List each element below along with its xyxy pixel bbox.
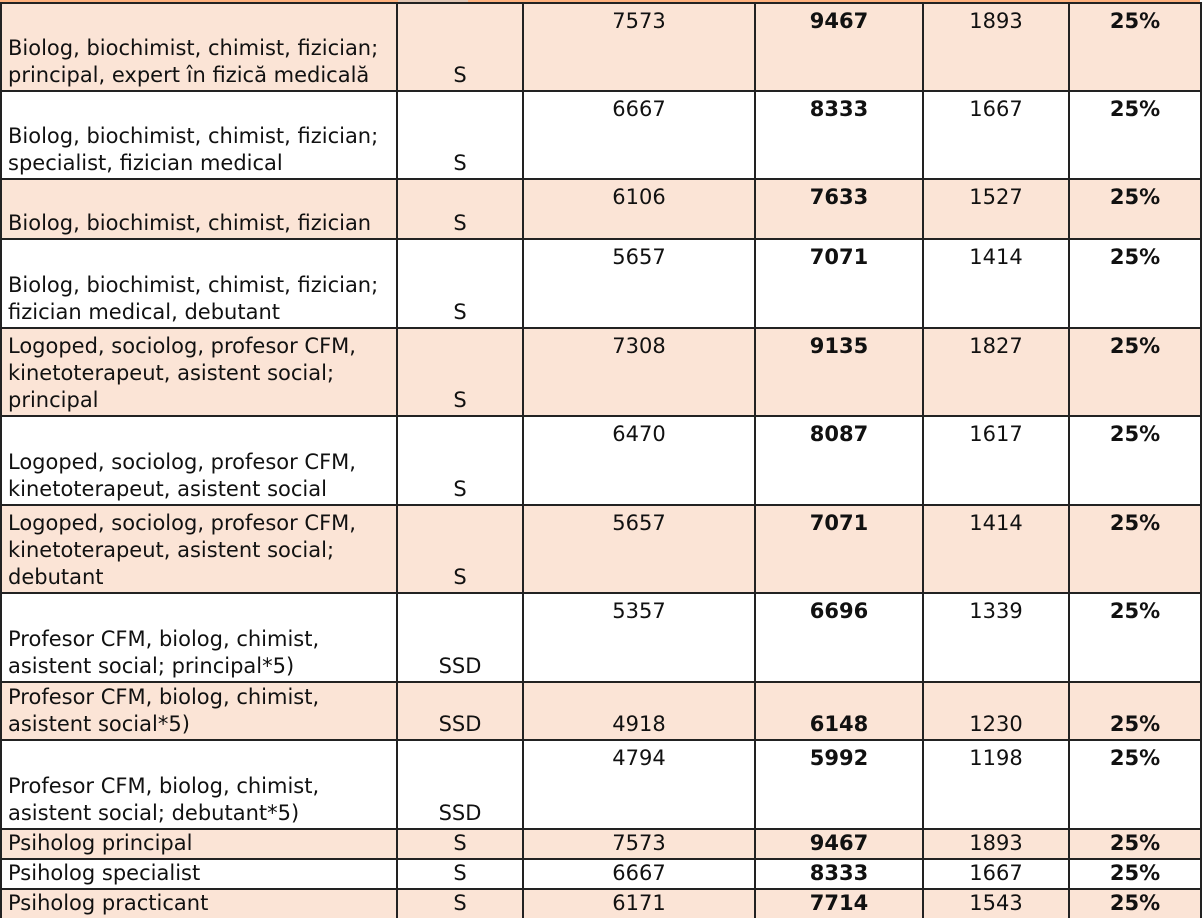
difference-cell: 1414: [923, 505, 1069, 593]
function-cell: Biolog, biochimist, chimist, fizician: [1, 179, 397, 239]
study-level-cell: SSD: [397, 740, 523, 829]
percent-cell: 25%: [1069, 740, 1201, 829]
new-salary-cell: 7071: [755, 505, 923, 593]
function-cell: Profesor CFM, biolog, chimist, asistent social; principal*5): [1, 593, 397, 682]
function-cell: Biolog, biochimist, chimist, fizician; specialist, fizician medical: [1, 91, 397, 179]
base-salary-cell: 6667: [523, 91, 755, 179]
base-salary-cell: 6106: [523, 179, 755, 239]
table-row: [1, 889, 1201, 918]
base-salary-cell: 5357: [523, 593, 755, 682]
difference-cell: 1893: [923, 829, 1069, 859]
table-row: [1, 328, 1201, 416]
base-salary-cell: 6171: [523, 889, 755, 918]
difference-cell: 1527: [923, 179, 1069, 239]
table-row: [1, 505, 1201, 593]
base-salary-cell: 4794: [523, 740, 755, 829]
difference-cell: 1543: [923, 889, 1069, 918]
table-row: [1, 829, 1201, 859]
percent-cell: 25%: [1069, 91, 1201, 179]
percent-cell: 25%: [1069, 829, 1201, 859]
base-salary-cell: 5657: [523, 505, 755, 593]
new-salary-cell: 8333: [755, 91, 923, 179]
new-salary-cell: 7714: [755, 889, 923, 918]
study-level-cell: S: [397, 889, 523, 918]
function-cell: Biolog, biochimist, chimist, fizician; principal, expert în fizică medicală: [1, 3, 397, 91]
base-salary-cell: 6667: [523, 859, 755, 889]
table-row: [1, 416, 1201, 505]
percent-cell: 25%: [1069, 505, 1201, 593]
percent-cell: 25%: [1069, 239, 1201, 328]
base-salary-cell: 7573: [523, 829, 755, 859]
table-row: [1, 859, 1201, 889]
study-level-cell: S: [397, 505, 523, 593]
function-cell: Profesor CFM, biolog, chimist, asistent social*5): [1, 682, 397, 740]
difference-cell: 1339: [923, 593, 1069, 682]
base-salary-cell: 7573: [523, 3, 755, 91]
new-salary-cell: 6148: [755, 682, 923, 740]
salary-table-body: [1, 3, 1201, 918]
study-level-cell: S: [397, 416, 523, 505]
percent-cell: 25%: [1069, 179, 1201, 239]
new-salary-cell: 8087: [755, 416, 923, 505]
new-salary-cell: 7071: [755, 239, 923, 328]
study-level-cell: S: [397, 3, 523, 91]
function-cell: Logoped, sociolog, profesor CFM, kinetoterapeut, asistent social; debutant: [1, 505, 397, 593]
base-salary-cell: 6470: [523, 416, 755, 505]
new-salary-cell: 6696: [755, 593, 923, 682]
study-level-cell: S: [397, 91, 523, 179]
difference-cell: 1667: [923, 859, 1069, 889]
percent-cell: 25%: [1069, 682, 1201, 740]
percent-cell: 25%: [1069, 859, 1201, 889]
function-cell: Psiholog principal: [1, 829, 397, 859]
salary-table: [0, 2, 1202, 918]
table-row: [1, 682, 1201, 740]
study-level-cell: S: [397, 179, 523, 239]
new-salary-cell: 8333: [755, 859, 923, 889]
base-salary-cell: 7308: [523, 328, 755, 416]
study-level-cell: SSD: [397, 682, 523, 740]
table-row: [1, 740, 1201, 829]
difference-cell: 1667: [923, 91, 1069, 179]
difference-cell: 1414: [923, 239, 1069, 328]
percent-cell: 25%: [1069, 328, 1201, 416]
study-level-cell: S: [397, 829, 523, 859]
difference-cell: 1198: [923, 740, 1069, 829]
base-salary-cell: 5657: [523, 239, 755, 328]
new-salary-cell: 7633: [755, 179, 923, 239]
study-level-cell: S: [397, 859, 523, 889]
percent-cell: 25%: [1069, 593, 1201, 682]
base-salary-cell: 4918: [523, 682, 755, 740]
table-row: [1, 91, 1201, 179]
function-cell: Psiholog specialist: [1, 859, 397, 889]
study-level-cell: S: [397, 239, 523, 328]
new-salary-cell: 9467: [755, 829, 923, 859]
function-cell: Biolog, biochimist, chimist, fizician; fizician medical, debutant: [1, 239, 397, 328]
difference-cell: 1827: [923, 328, 1069, 416]
new-salary-cell: 5992: [755, 740, 923, 829]
study-level-cell: S: [397, 328, 523, 416]
difference-cell: 1230: [923, 682, 1069, 740]
function-cell: Profesor CFM, biolog, chimist, asistent social; debutant*5): [1, 740, 397, 829]
difference-cell: 1893: [923, 3, 1069, 91]
percent-cell: 25%: [1069, 889, 1201, 918]
function-cell: Logoped, sociolog, profesor CFM, kinetoterapeut, asistent social; principal: [1, 328, 397, 416]
difference-cell: 1617: [923, 416, 1069, 505]
study-level-cell: SSD: [397, 593, 523, 682]
percent-cell: 25%: [1069, 3, 1201, 91]
function-cell: Logoped, sociolog, profesor CFM, kinetoterapeut, asistent social: [1, 416, 397, 505]
table-row: [1, 593, 1201, 682]
new-salary-cell: 9467: [755, 3, 923, 91]
table-row: [1, 179, 1201, 239]
table-row: [1, 239, 1201, 328]
percent-cell: 25%: [1069, 416, 1201, 505]
table-row: [1, 3, 1201, 91]
new-salary-cell: 9135: [755, 328, 923, 416]
function-cell: Psiholog practicant: [1, 889, 397, 918]
